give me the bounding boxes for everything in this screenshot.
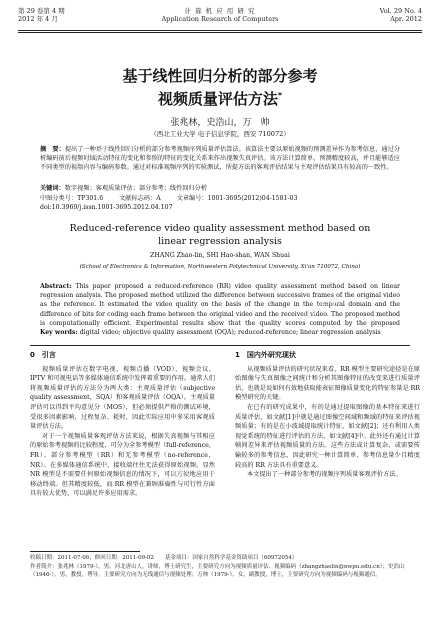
body-paragraph: 视频质量评估在数字电视、视频点播（VOD）、视频会议、IPTV 和可视电话等多媒体通信系统中发挥着重要的作用。通常人们将视频质量评估的方法分为两大类：主观质量评估（subjective quality assessment，SQA）和客观质量评估（OQA）。主观质量评估可以得到平均意见分（MOS），但必须提供严格的测试环境，受很多因素影响，过程复杂、耗时，因此实际应用中多采用客观质量评估方法。 <box>30 365 215 431</box>
column-left <box>30 351 215 547</box>
affiliation-en: (School of Electronics & Information, Northwestern Polytechnical University, Xi'an 710072, China) <box>79 264 361 270</box>
doi: doi:10.3969/j.issn.1001-3695.2012.04.107 <box>40 204 173 211</box>
journal-issue: 第 29 卷第 4 期 2012 年 4 月 <box>18 7 65 23</box>
running-header <box>18 7 422 31</box>
doc-code: 文献标志码：A <box>119 195 161 202</box>
abstract-cn: 摘 要：提出了一种基于线性回归分析的部分参考视频序列质量评估算法。该算法主要以原始视频的预测差异作为参考信息，通过分析编码前后视频时域活动特征的变化和参照的特征的变化关系来作出视频失真评估。该方法计算简单，预测精度较高，并且能够适应不同类型的视频内容与编码参数。通过对标准视频序列的实验测试，所提方法的客观评估结果与主观评估结果具有较高的一致性。 <box>40 146 400 172</box>
header-rule-2 <box>18 32 422 33</box>
abstract-en: Abstract: This paper proposed a reduced-reference (RR) video quality assessment method based on linear regression analysis. The proposed method utilized the difference between successive frames of the original video as the reference. It estimated the video quality on the basis of the change in the temporal domain and the difference of bits for coding each frame between the original video and the received video. The proposed method is computationally efficient. Experimental results show that the quality scores computed by the proposed <box>40 283 400 327</box>
footnote-bio: 作者简介：张兆林（1979-），男，河北唐山人，讲师，博士研究生，主要研究方向为视频质量评估、视频编码（zhangzhaolin@nwpu.edu.cn）；史浩山（1946-），男，教授，博导，主要研究方向为无线通信与视频处理；万帅（1979-），女，副教授，博士，主要研究方向为视频编码与视频通信。 <box>30 563 405 579</box>
footnote-rule <box>30 551 140 552</box>
watermark: 文档下载 <box>300 295 342 323</box>
keywords-cn: 关键词：数字视频；客观质量评估；部分参考；线性回归分析 <box>40 185 208 192</box>
cls-number: 中图分类号：TP301.6 <box>40 195 104 202</box>
footnote-dates: 收稿日期：2011-07-06；修回日期：2011-09-02 基金项目：国家自然科学基金资助项目（60972054） <box>30 555 298 561</box>
paper-title-en: Reduced-reference video quality assessment method based on linear regression analysis <box>69 223 371 247</box>
body-paragraph: 对于一个视频质量客观评估方法来说，根据失真视频与其相应的原始参考视频的比较程度，可分为全参考模型（full-reference，FR）、部分参考模型（RR）和无参考模型（no-reference，NR）。在多媒体通信系统中，接收端往往无法获得原始视频。显然 NR 模型是不需要任何原始视频信息的情况下，可以方便地应用于移动终端。但其精度较低，而 RR 模型在兼顾准确性与可行性方面具有较大优势，可以满足许多应用需求。 <box>30 432 215 498</box>
authors-cn: 张兆林，史浩山，万 帅 <box>170 118 270 128</box>
body-paragraph: 从视频质量评估的研究状况来看，RR 模型主要研究途径是在原始图像与失真图像之间统计和分析其图像特征的改变来进行质量评估，也就是说如何有效地获取能表征图像质量变化的特征参量是 RR 模型研究的关键。 <box>235 365 420 402</box>
section-heading-intro: 0 引言 <box>30 351 56 359</box>
article-number: 文章编号：1001-3695(2012)04-1581-03 <box>176 195 298 202</box>
header-rule <box>18 30 422 31</box>
body-paragraph: 在已有的研究成果中，有的是通过提取图像的基本特征来进行质量评估，如文献[1]中就是通过图像空间域和频域的特征来评估视频质量；有的是在小波域提取统计特征，如文献[2]；还有利用人类视觉系统的特征进行评估的方法，如文献[4]中。此外还有通过计算帧间差异来评估视频质量的方法。这些方法或计算复杂，或需要传输较多的参考信息，因此研究一种计算简单、参考信息量少且精度较高的 RR 方法具有重要意义。 <box>235 403 420 469</box>
abstract-divider <box>30 345 410 346</box>
watermark: 文档下载 <box>70 145 112 173</box>
journal-name: 计 算 机 应 用 研 究 Application Research of Computers <box>161 7 279 23</box>
keywords-en: Key words: digital video; objective quality assessment (OQA); reduced-reference; linear regression analysis <box>40 329 381 336</box>
column-right <box>235 351 420 547</box>
affiliation-cn: （西北工业大学 电子信息学院，西安 710072） <box>150 130 290 138</box>
authors-en: ZHANG Zhao-lin, SHI Hao-shan, WAN Shuai <box>150 252 290 259</box>
watermark: 文档下载 <box>150 465 192 493</box>
journal-volume: Vol. 29 No. 4 Apr. 2012 <box>379 7 422 23</box>
paper-title-cn: 基于线性回归分析的部分参考 视频质量评估方法* <box>122 67 318 108</box>
body-paragraph: 本文提出了一种部分参考的视频序列质量客观评价方法。 <box>247 471 402 479</box>
footnotes <box>30 554 410 580</box>
section-heading-related: 1 国内外研究现状 <box>235 351 296 359</box>
